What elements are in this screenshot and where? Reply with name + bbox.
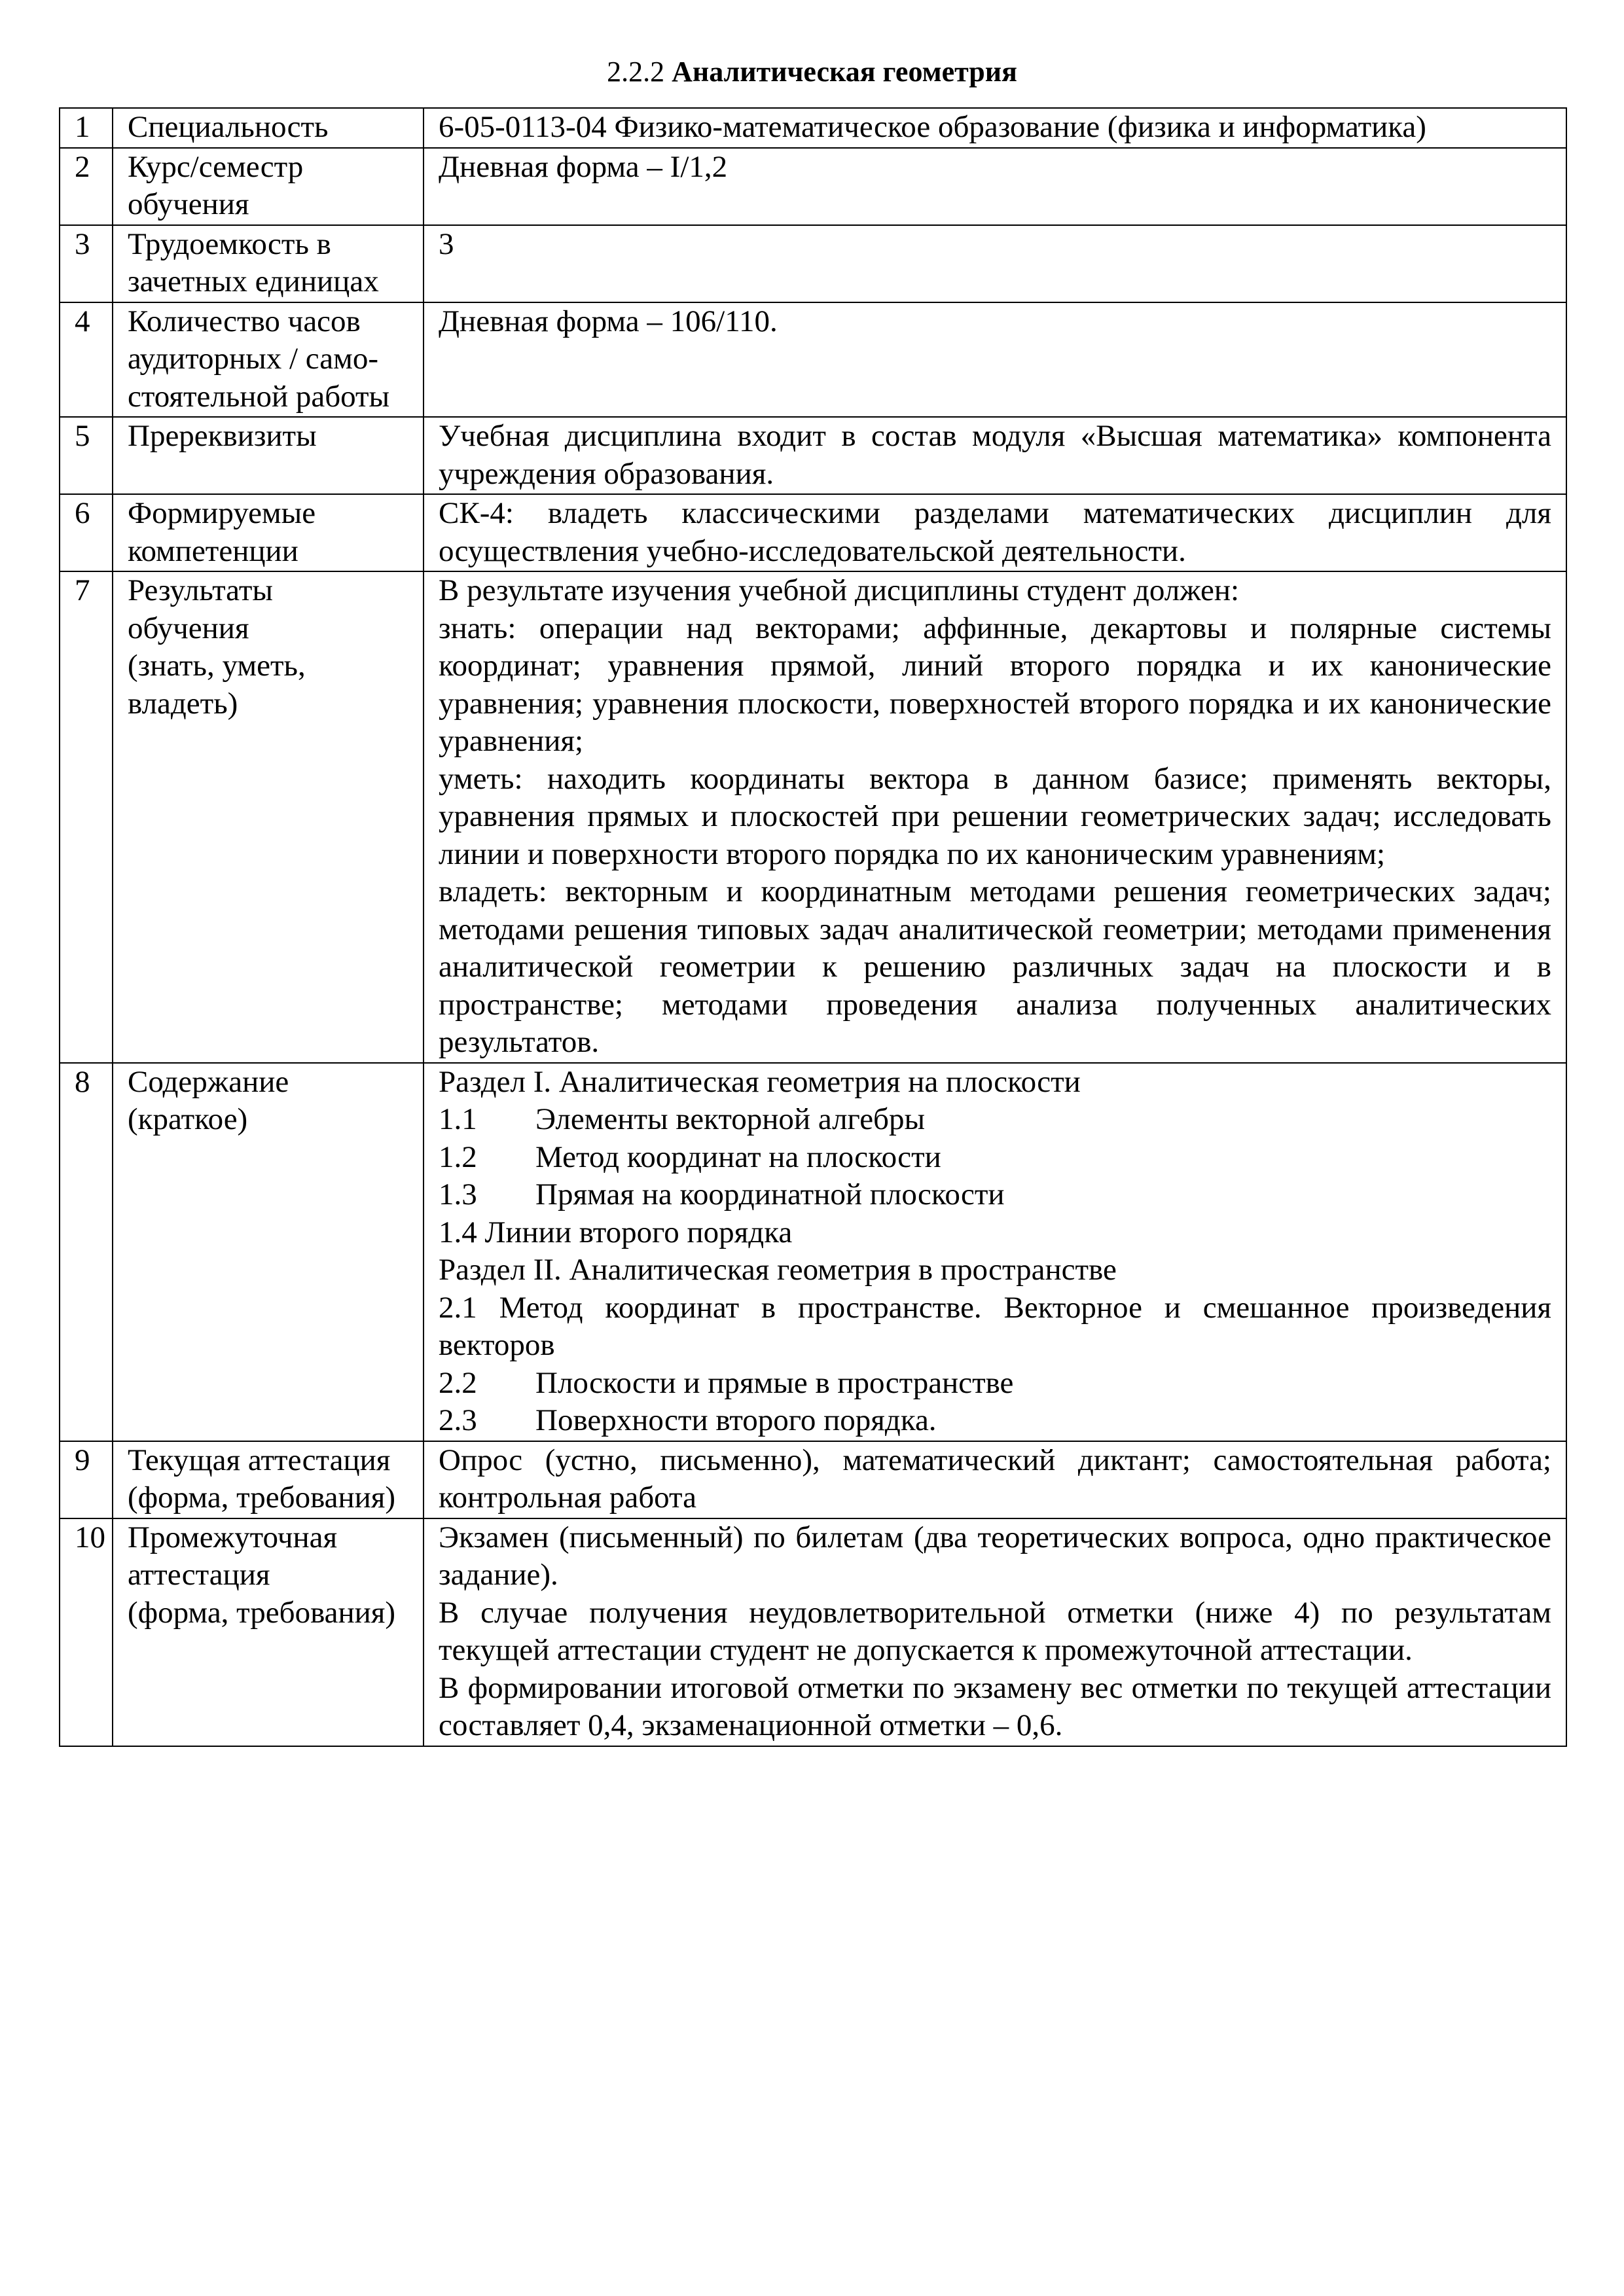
label-line: (краткое) [128, 1102, 248, 1136]
table-row [60, 571, 1566, 1063]
table-row [60, 1063, 1566, 1441]
document-heading [0, 54, 1624, 90]
row-number: 7 [60, 571, 113, 1063]
label-line: аудиторных / само- [128, 342, 378, 376]
content-paragraph: Дневная форма – I/1,2 [439, 149, 728, 184]
row-label [113, 225, 424, 302]
item-text: Плоскости и прямые в пространстве [535, 1365, 1014, 1400]
row-number: 3 [60, 225, 113, 302]
row-content [424, 148, 1566, 225]
table-row [60, 225, 1566, 302]
content-item: 2.1 Метод координат в пространстве. Векторное и смешанное произведения векторов [439, 1290, 1551, 1362]
label-line: обучения [128, 611, 249, 645]
item-number: 1.3 [439, 1177, 477, 1211]
label-line: Текущая аттестация [128, 1443, 391, 1477]
row-content [424, 108, 1566, 148]
row-label [113, 108, 424, 148]
content-paragraph: В формировании итоговой отметки по экзамену вес отметки по текущей аттестации составляет 0,4, экзаменационной отметки – 0,6. [439, 1670, 1551, 1742]
content-item [439, 1139, 1551, 1177]
heading-title: Аналитическая геометрия [672, 56, 1017, 88]
row-content [424, 1441, 1566, 1518]
row-number: 1 [60, 108, 113, 148]
label-line: обучения [128, 187, 249, 221]
content-item [439, 1176, 1551, 1214]
table-row [60, 148, 1566, 225]
content-paragraph: В результате изучения учебной дисциплины студент должен: [439, 573, 1240, 607]
label-line: (форма, требования) [128, 1480, 396, 1515]
row-content [424, 302, 1566, 418]
item-text: Элементы векторной алгебры [535, 1102, 926, 1136]
row-label [113, 1518, 424, 1746]
label-line: стоятельной работы [128, 379, 390, 414]
label-line: Пререквизиты [128, 419, 317, 453]
table-row [60, 417, 1566, 494]
table-row [60, 494, 1566, 571]
label-line: Промежуточная [128, 1520, 338, 1554]
row-number: 5 [60, 417, 113, 494]
row-label [113, 571, 424, 1063]
content-paragraph: СК-4: владеть классическими разделами математических дисциплин для осуществления учебно-исследовательской деятельности. [439, 496, 1551, 568]
row-content [424, 571, 1566, 1063]
content-paragraph: Опрос (устно, письменно), математический диктант; самостоятельная работа; контрольная работа [439, 1443, 1551, 1515]
row-label [113, 417, 424, 494]
item-text: Метод координат на плоскости [535, 1139, 941, 1174]
content-paragraph: знать: операции над векторами; аффинные, декартовы и полярные системы координат; уравнения прямой, линий второго порядка и их канонические уравнения; уравнения плоскости, поверхностей второго порядка и их канонические уравнения; [439, 611, 1551, 758]
row-content [424, 225, 1566, 302]
label-line: (знать, уметь, [128, 649, 306, 683]
label-line: Результаты [128, 573, 273, 607]
label-line: Количество часов [128, 304, 361, 338]
content-paragraph: В случае получения неудовлетворительной отметки (ниже 4) по результатам текущей аттестации студент не допускается к промежуточной аттестации. [439, 1595, 1551, 1667]
content-paragraph: Учебная дисциплина входит в состав модуля «Высшая математика» компонента учреждения образования. [439, 419, 1551, 491]
row-label [113, 302, 424, 418]
item-number: 2.3 [439, 1403, 477, 1437]
row-number: 4 [60, 302, 113, 418]
label-line: владеть) [128, 686, 238, 721]
content-item [439, 1101, 1551, 1139]
label-line: зачетных единицах [128, 264, 379, 298]
row-number: 8 [60, 1063, 113, 1441]
row-content [424, 1063, 1566, 1441]
item-text: Прямая на координатной плоскости [535, 1177, 1005, 1211]
content-item: 1.4 Линии второго порядка [439, 1215, 793, 1249]
section-heading: Раздел II. Аналитическая геометрия в пространстве [439, 1253, 1117, 1287]
item-number: 2.2 [439, 1365, 477, 1400]
content-paragraph: Экзамен (письменный) по билетам (два теоретических вопроса, одно практическое задание). [439, 1520, 1551, 1592]
content-paragraph: 6-05-0113-04 Физико-математическое образование (физика и информатика) [439, 110, 1426, 144]
table-row [60, 302, 1566, 418]
row-number: 10 [60, 1518, 113, 1746]
section-heading: Раздел I. Аналитическая геометрия на плоскости [439, 1064, 1081, 1099]
label-line: Формируемые [128, 496, 316, 530]
content-paragraph: Дневная форма – 106/110. [439, 304, 778, 338]
row-content [424, 494, 1566, 571]
content-item [439, 1365, 1551, 1403]
item-number: 1.1 [439, 1102, 477, 1136]
table-row [60, 1441, 1566, 1518]
row-number: 9 [60, 1441, 113, 1518]
item-number: 1.2 [439, 1139, 477, 1174]
table-row [60, 108, 1566, 148]
content-paragraph: владеть: векторным и координатным методами решения геометрических задач; методами решения типовых задач аналитической геометрии; методами применения аналитической геометрии к решению различных задач на плоскости и в пространстве; методами проведения анализа полученных аналитических результатов. [439, 874, 1551, 1059]
content-item [439, 1402, 1551, 1440]
table-row [60, 1518, 1566, 1746]
label-line: Курс/семестр [128, 149, 304, 184]
row-label [113, 494, 424, 571]
label-line: Содержание [128, 1064, 289, 1099]
row-label [113, 1441, 424, 1518]
row-content [424, 1518, 1566, 1746]
course-description-table [59, 107, 1567, 1747]
row-label [113, 148, 424, 225]
row-number: 2 [60, 148, 113, 225]
item-text: Поверхности второго порядка. [535, 1403, 937, 1437]
row-number: 6 [60, 494, 113, 571]
label-line: (форма, требования) [128, 1595, 396, 1630]
content-paragraph: 3 [439, 226, 454, 261]
heading-number: 2.2.2 [607, 56, 665, 88]
content-paragraph: уметь: находить координаты вектора в данном базисе; применять векторы, уравнения прямых и плоскостей при решении геометрических задач; исследовать линии и поверхности второго порядка по их каноническим уравнениям; [439, 761, 1551, 871]
row-content [424, 417, 1566, 494]
label-line: аттестация [128, 1558, 270, 1592]
row-label [113, 1063, 424, 1441]
label-line: компетенции [128, 533, 298, 568]
label-line: Специальность [128, 110, 329, 144]
label-line: Трудоемкость в [128, 226, 331, 261]
